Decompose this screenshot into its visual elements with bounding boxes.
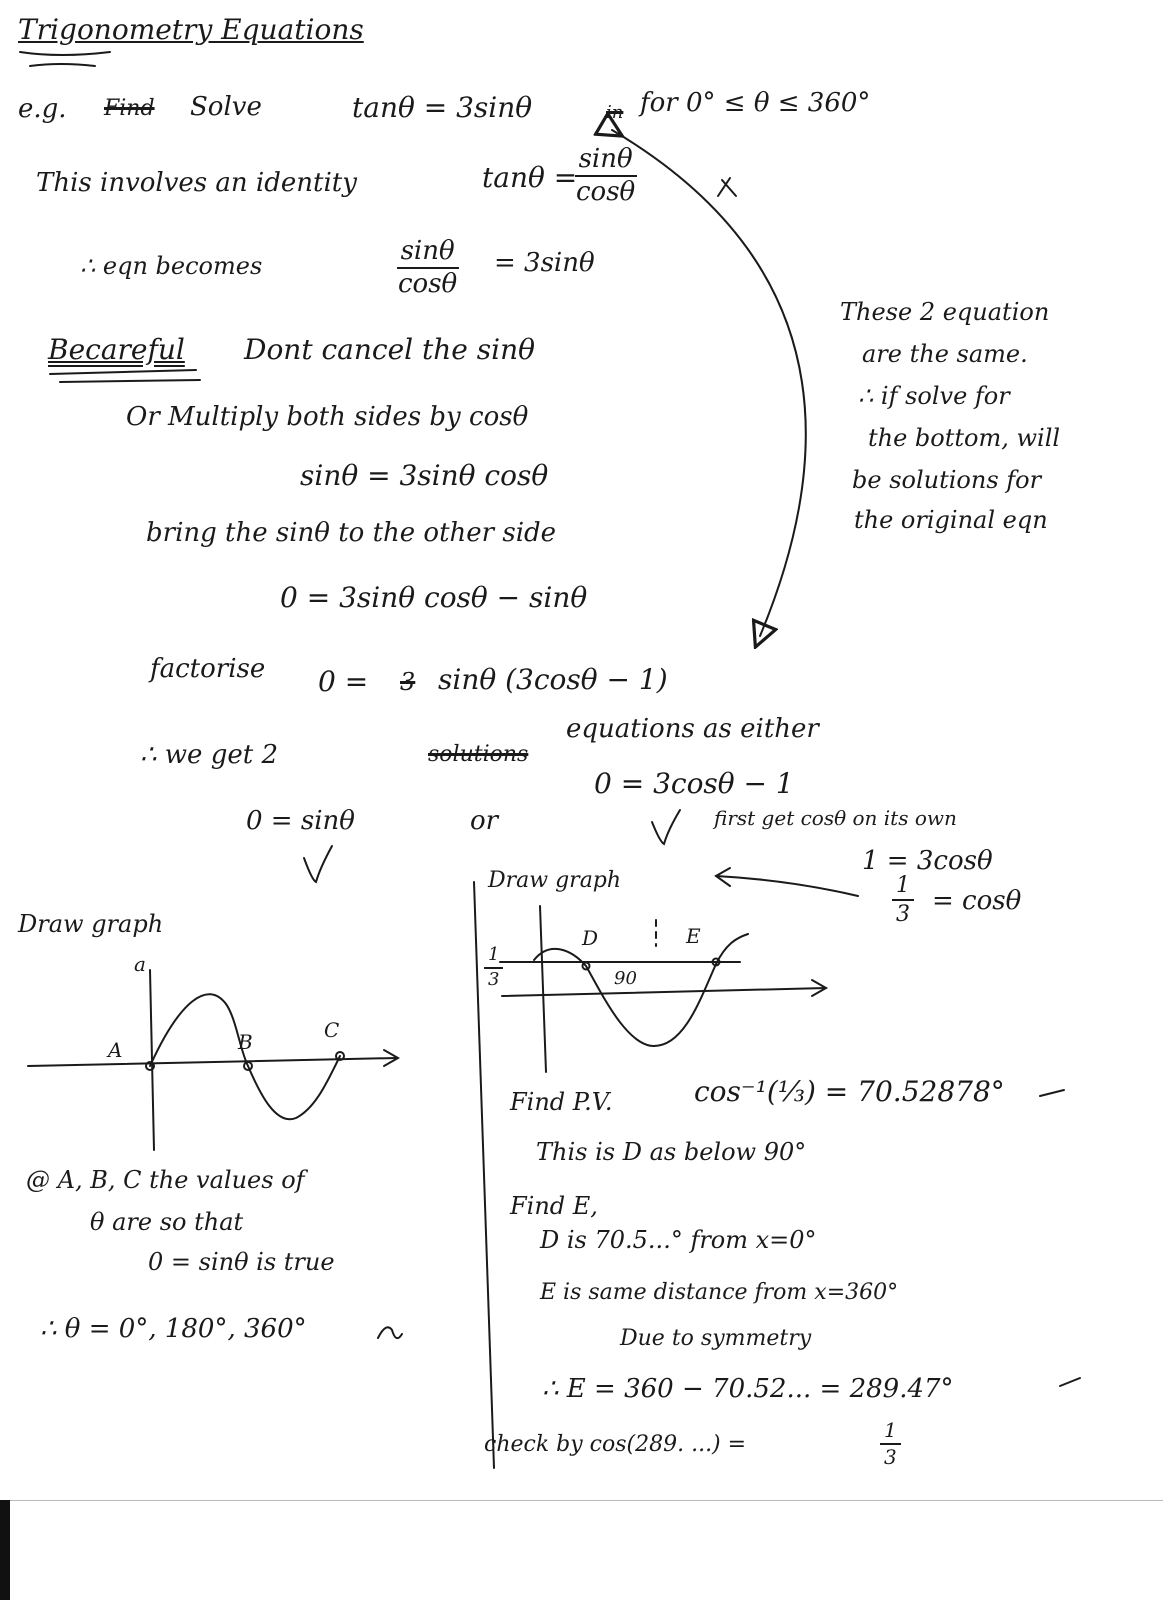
title-flourish-2	[30, 64, 95, 66]
becomes-denominator: cosθ	[398, 269, 458, 300]
this-is-d-text: This is D as below 90°	[536, 1138, 807, 1166]
becomes-rhs: = 3sinθ	[494, 248, 595, 278]
title-flourish	[20, 52, 110, 55]
becareful-underline-2	[60, 380, 200, 382]
d-is-text: D is 70.5...° from x=0°	[540, 1226, 817, 1254]
connector-arrow	[612, 130, 806, 636]
eg-struck-word: Find	[104, 96, 155, 121]
eq-factor-start: 0 =	[318, 665, 369, 698]
eq-zero: 0 = 3sinθ cosθ − sinθ	[280, 581, 588, 614]
page-title: Trigonometry Equations	[18, 13, 364, 46]
right-graph-label-90: 90	[614, 968, 637, 989]
right-graph-label-d: D	[582, 926, 599, 950]
eg-struck-word-2: in	[606, 102, 624, 123]
side-note-line-1: These 2 equation	[840, 298, 1050, 326]
get2-text: ∴ we get 2	[140, 740, 278, 770]
right-graph-x-axis	[502, 988, 826, 996]
right-graph-y-axis	[540, 906, 546, 1072]
due-symmetry-text: Due to symmetry	[620, 1326, 812, 1351]
or-word: or	[470, 806, 499, 836]
left-note-line-3: 0 = sinθ is true	[148, 1248, 335, 1276]
side-note-line-2: are the same.	[862, 340, 1028, 368]
eg-solve: Solve	[190, 92, 262, 122]
left-answer-mark	[378, 1327, 402, 1338]
page-scan-shadow	[0, 1500, 10, 1600]
get2-struck-word: solutions	[428, 742, 529, 767]
first-get-text: first get cosθ on its own	[714, 806, 957, 830]
becareful-heading: Becareful	[48, 333, 185, 366]
left-graph-y-label: a	[134, 952, 146, 976]
right-graph-third-denominator: 3	[488, 968, 500, 990]
eq-factor-struck: 3	[400, 668, 416, 696]
eq-multiply: sinθ = 3sinθ cosθ	[300, 459, 549, 492]
becomes-text: ∴ eqn becomes	[80, 252, 263, 280]
left-graph-sine-curve	[150, 994, 340, 1119]
find-pv-result: cos⁻¹(⅓) = 70.52878°	[694, 1075, 1005, 1108]
side-note-line-3: ∴ if solve for	[858, 382, 1010, 410]
identity-lhs: tanθ =	[482, 161, 578, 194]
get2-continued: equations as either	[566, 714, 819, 744]
e-calculation: ∴ E = 360 − 70.52... = 289.47°	[542, 1374, 954, 1404]
find-pv-text: Find P.V.	[510, 1088, 613, 1116]
eq-third-rhs: = cosθ	[932, 886, 1022, 916]
eg-prefix: e.g.	[18, 94, 67, 124]
multiply-text: Or Multiply both sides by cosθ	[126, 402, 529, 432]
left-graph-label-b: B	[238, 1030, 253, 1054]
eq-cos: 0 = 3cosθ − 1	[594, 767, 794, 800]
side-note-line-5: be solutions for	[852, 466, 1042, 494]
identity-denominator: cosθ	[576, 177, 636, 208]
side-note-line-4: the bottom, will	[868, 424, 1061, 452]
eq-third-denominator: 3	[896, 902, 910, 928]
pointer-arrow	[716, 876, 858, 896]
side-note-line-6: the original eqn	[854, 506, 1048, 534]
left-tick	[304, 846, 332, 882]
bring-text: bring the sinθ to the other side	[146, 518, 557, 548]
eq-one-equals: 1 = 3cosθ	[862, 846, 993, 876]
becomes-numerator: sinθ	[397, 238, 459, 269]
eq-factor-end: sinθ (3cosθ − 1)	[438, 663, 668, 696]
dont-cancel-text: Dont cancel the sinθ	[244, 333, 535, 366]
left-graph-heading: Draw graph	[18, 910, 164, 938]
check-denominator: 3	[884, 1445, 897, 1469]
connector-mark	[718, 178, 736, 196]
e-answer-mark	[1060, 1378, 1080, 1386]
left-graph-label-c: C	[324, 1018, 340, 1042]
right-graph-third-numerator: 1	[484, 946, 503, 969]
find-e-text: Find E,	[510, 1192, 598, 1220]
left-note-line-2: θ are so that	[90, 1208, 244, 1236]
right-graph-label-e: E	[686, 924, 701, 948]
eq-sin-zero: 0 = sinθ	[246, 806, 355, 836]
eg-equation: tanθ = 3sinθ	[352, 91, 533, 124]
becareful-underline-1	[50, 370, 196, 374]
page-scan-edge	[0, 1500, 1163, 1501]
left-graph-label-a: A	[108, 1038, 123, 1062]
eq-third-numerator: 1	[892, 874, 914, 901]
pv-answer-mark	[1040, 1090, 1064, 1096]
right-tick	[652, 810, 680, 844]
factorise-text: factorise	[150, 654, 266, 684]
left-answer: ∴ θ = 0°, 180°, 360°	[40, 1314, 307, 1344]
check-text: check by cos(289. ...) =	[484, 1432, 747, 1457]
identity-numerator: sinθ	[575, 146, 637, 177]
eg-range: for 0° ≤ θ ≤ 360°	[640, 88, 871, 118]
right-graph-heading: Draw graph	[488, 868, 622, 893]
right-panel-divider	[474, 882, 494, 1468]
left-note-line-1: @ A, B, C the values of	[26, 1166, 305, 1194]
e-is-text: E is same distance from x=360°	[540, 1280, 899, 1305]
identity-text: This involves an identity	[36, 168, 357, 198]
check-numerator: 1	[880, 1420, 901, 1445]
